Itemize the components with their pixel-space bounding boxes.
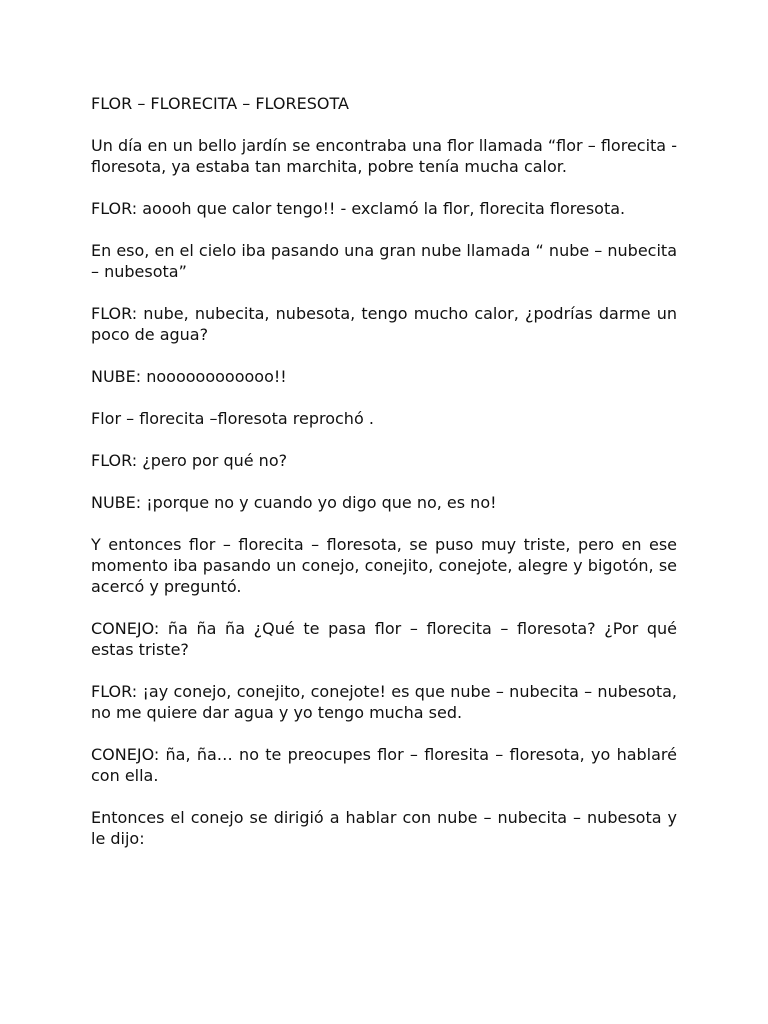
paragraph: Un día en un bello jardín se encontraba una flor llamada “flor – florecita - floresota, ya estaba tan marchita, pobre tenía mucha calor.: [91, 136, 677, 176]
paragraph: NUBE: noooooooooooo!!: [91, 367, 287, 386]
paragraph: FLOR: ¡ay conejo, conejito, conejote! es que nube – nubecita – nubesota, no me quiere dar agua y yo tengo mucha sed.: [91, 682, 677, 722]
paragraph: Flor – florecita –floresota reprochó .: [91, 409, 374, 428]
paragraph: Y entonces flor – florecita – floresota, se puso muy triste, pero en ese momento iba pasando un conejo, conejito, conejote, alegre y bigotón, se acercó y preguntó.: [91, 535, 677, 596]
paragraph: CONEJO: ña ña ña ¿Qué te pasa flor – florecita – floresota? ¿Por qué estas triste?: [91, 619, 677, 659]
paragraph: En eso, en el cielo iba pasando una gran nube llamada “ nube – nubecita – nubesota”: [91, 241, 677, 281]
paragraph: FLOR: ¿pero por qué no?: [91, 451, 288, 470]
paragraph: NUBE: ¡porque no y cuando yo digo que no, es no!: [91, 493, 497, 512]
paragraph: FLOR: aoooh que calor tengo!! - exclamó la flor, florecita floresota.: [91, 199, 626, 218]
paragraph: CONEJO: ña, ña… no te preocupes flor – floresita – floresota, yo hablaré con ella.: [91, 745, 677, 785]
document-title: FLOR – FLORECITA – FLORESOTA: [91, 94, 349, 113]
paragraph: Entonces el conejo se dirigió a hablar con nube – nubecita – nubesota y le dijo:: [91, 808, 677, 848]
paragraph: FLOR: nube, nubecita, nubesota, tengo mucho calor, ¿podrías darme un poco de agua?: [91, 304, 677, 344]
